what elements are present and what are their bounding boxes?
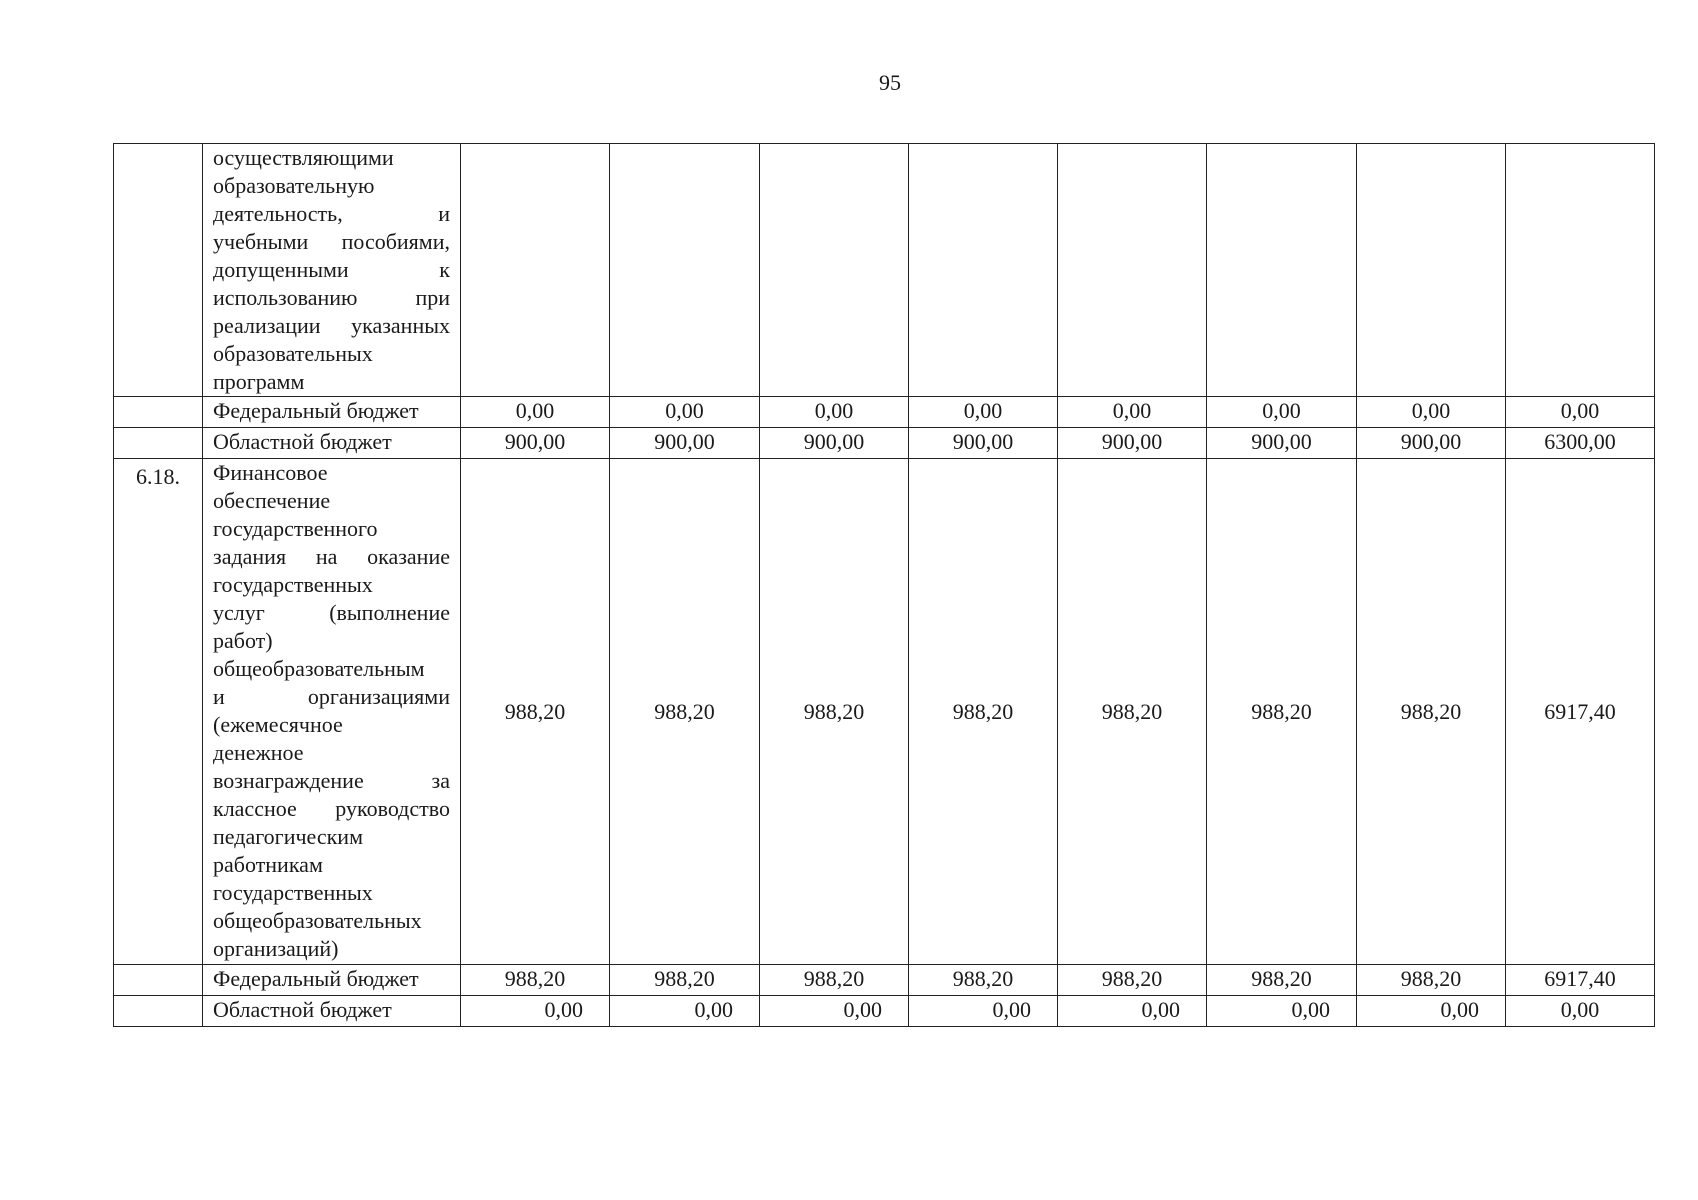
value-cell: 0,00 (1506, 996, 1655, 1027)
table-row (114, 965, 1655, 996)
description-line: педагогическим (213, 824, 364, 849)
value-cell (909, 144, 1058, 397)
item-number-cell: 6.18. (114, 459, 203, 965)
item-description (203, 459, 461, 965)
description-line: использованию при (213, 285, 450, 310)
value-cell: 988,20 (1357, 965, 1506, 996)
value-cell: 900,00 (1207, 428, 1357, 459)
description-line: деятельность, и (213, 201, 450, 226)
description-line: работ) (213, 628, 273, 653)
value-cell: 988,20 (1058, 965, 1207, 996)
item-number-cell (114, 144, 203, 397)
description-line: программ (213, 369, 305, 394)
description-line: и организациями (213, 684, 450, 709)
value-cell (1207, 144, 1357, 397)
value-cell: 0,00 (1207, 996, 1357, 1027)
value-cell: 900,00 (1357, 428, 1506, 459)
value-cell: 988,20 (1357, 459, 1506, 965)
value-cell: 6300,00 (1506, 428, 1655, 459)
value-cell: 0,00 (610, 397, 760, 428)
value-cell: 988,20 (760, 965, 909, 996)
value-cell (610, 144, 760, 397)
value-cell: 900,00 (610, 428, 760, 459)
value-cell: 0,00 (1058, 397, 1207, 428)
description-line: классное руководство (213, 796, 450, 821)
description-line: вознаграждение за (213, 768, 450, 793)
description-line: реализации указанных (213, 313, 450, 338)
item-number-cell (114, 996, 203, 1027)
description-line: денежное (213, 740, 304, 765)
description-line: осуществляющими (213, 145, 394, 170)
value-cell: 900,00 (909, 428, 1058, 459)
value-cell: 988,20 (461, 459, 610, 965)
value-cell (1058, 144, 1207, 397)
value-cell: 988,20 (909, 965, 1058, 996)
description-line: организаций) (213, 936, 339, 961)
description-line: общеобразовательным (213, 656, 425, 681)
description-line: государственных (213, 572, 373, 597)
value-cell (1357, 144, 1506, 397)
value-cell: 0,00 (1506, 397, 1655, 428)
budget-label: Федеральный бюджет (203, 965, 461, 996)
value-cell: 0,00 (1207, 397, 1357, 428)
value-cell: 900,00 (760, 428, 909, 459)
value-cell: 0,00 (909, 397, 1058, 428)
description-line: государственных (213, 880, 373, 905)
page-number: 95 (879, 70, 901, 95)
value-cell: 0,00 (1357, 996, 1506, 1027)
table-row (114, 397, 1655, 428)
description-line: услуг (выполнение (213, 600, 450, 625)
description-line: допущенными к (213, 257, 450, 282)
value-cell: 0,00 (610, 996, 760, 1027)
table-row (114, 428, 1655, 459)
value-cell: 0,00 (760, 996, 909, 1027)
budget-label: Федеральный бюджет (203, 397, 461, 428)
description-line: учебными пособиями, (213, 229, 450, 254)
value-cell: 988,20 (1058, 459, 1207, 965)
description-line: работникам (213, 852, 323, 877)
value-cell: 988,20 (1207, 459, 1357, 965)
budget-label: Областной бюджет (203, 996, 461, 1027)
item-description (203, 144, 461, 397)
description-line: государственного (213, 516, 378, 541)
value-cell: 900,00 (1058, 428, 1207, 459)
value-cell: 6917,40 (1506, 459, 1655, 965)
value-cell (1506, 144, 1655, 397)
value-cell: 988,20 (1207, 965, 1357, 996)
description-line: образовательную (213, 173, 375, 198)
value-cell: 6917,40 (1506, 965, 1655, 996)
item-number-cell (114, 428, 203, 459)
value-cell: 0,00 (1058, 996, 1207, 1027)
item-number-cell (114, 965, 203, 996)
description-line: (ежемесячное (213, 712, 343, 737)
table-row (114, 459, 1655, 965)
budget-label: Областной бюджет (203, 428, 461, 459)
value-cell: 0,00 (760, 397, 909, 428)
description-line: обеспечение (213, 488, 331, 513)
value-cell: 988,20 (610, 965, 760, 996)
value-cell: 988,20 (909, 459, 1058, 965)
value-cell: 0,00 (461, 996, 610, 1027)
table-row (114, 996, 1655, 1027)
description-line: задания на оказание (213, 544, 450, 569)
description-line: общеобразовательных (213, 908, 422, 933)
item-number-cell (114, 397, 203, 428)
value-cell: 0,00 (1357, 397, 1506, 428)
value-cell (760, 144, 909, 397)
table-row (114, 144, 1655, 397)
value-cell: 988,20 (610, 459, 760, 965)
description-line: образовательных (213, 341, 373, 366)
budget-table (113, 143, 1655, 1027)
description-line: Финансовое (213, 460, 328, 485)
value-cell: 0,00 (909, 996, 1058, 1027)
value-cell: 988,20 (760, 459, 909, 965)
value-cell: 988,20 (461, 965, 610, 996)
value-cell (461, 144, 610, 397)
value-cell: 900,00 (461, 428, 610, 459)
value-cell: 0,00 (461, 397, 610, 428)
